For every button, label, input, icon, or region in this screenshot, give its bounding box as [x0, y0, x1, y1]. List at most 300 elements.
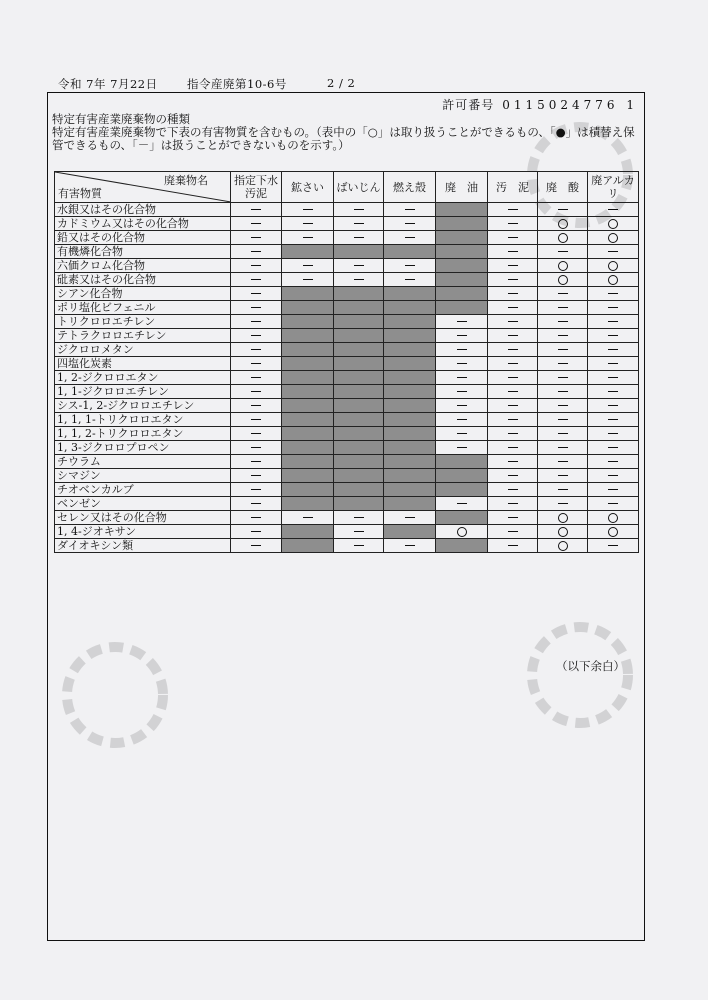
dash-icon	[608, 419, 618, 420]
dash-icon	[508, 503, 518, 504]
dash-icon	[558, 475, 568, 476]
not-applicable-cell	[334, 469, 384, 483]
column-header: 燃え殻	[384, 172, 436, 203]
dash-icon	[558, 447, 568, 448]
can-handle-cell	[588, 511, 639, 525]
substance-name: ポリ塩化ビフェニル	[55, 301, 231, 315]
dash-icon	[405, 545, 415, 546]
dash-icon	[608, 433, 618, 434]
dash-icon	[608, 251, 618, 252]
cannot-handle-cell	[488, 413, 538, 427]
substance-name: ダイオキシン類	[55, 539, 231, 553]
cannot-handle-cell	[588, 483, 639, 497]
substance-name: シス-1, 2-ジクロロエチレン	[55, 399, 231, 413]
dash-icon	[508, 405, 518, 406]
cannot-handle-cell	[588, 357, 639, 371]
dash-icon	[251, 489, 261, 490]
hazardous-substance-table	[54, 171, 639, 553]
cannot-handle-cell	[488, 441, 538, 455]
cannot-handle-cell	[231, 357, 282, 371]
table-row	[55, 217, 639, 231]
cannot-handle-cell	[538, 455, 588, 469]
substance-name: 六価クロム化合物	[55, 259, 231, 273]
dash-icon	[558, 363, 568, 364]
dash-icon	[457, 433, 467, 434]
not-applicable-cell	[384, 245, 436, 259]
dash-icon	[251, 461, 261, 462]
cannot-handle-cell	[282, 217, 334, 231]
circle-icon	[558, 275, 568, 285]
cannot-handle-cell	[588, 413, 639, 427]
cannot-handle-cell	[538, 483, 588, 497]
substance-name: 1, 1-ジクロロエチレン	[55, 385, 231, 399]
cannot-handle-cell	[488, 343, 538, 357]
cannot-handle-cell	[231, 371, 282, 385]
substance-name: ベンゼン	[55, 497, 231, 511]
cannot-handle-cell	[488, 357, 538, 371]
cannot-handle-cell	[436, 315, 488, 329]
not-applicable-cell	[334, 427, 384, 441]
cannot-handle-cell	[538, 203, 588, 217]
dash-icon	[457, 335, 467, 336]
dash-icon	[251, 209, 261, 210]
cannot-handle-cell	[436, 413, 488, 427]
circle-icon	[608, 275, 618, 285]
cannot-handle-cell	[538, 343, 588, 357]
dash-icon	[457, 405, 467, 406]
dash-icon	[508, 489, 518, 490]
dash-icon	[457, 377, 467, 378]
not-applicable-cell	[384, 413, 436, 427]
not-applicable-cell	[282, 245, 334, 259]
dash-icon	[457, 349, 467, 350]
cannot-handle-cell	[538, 371, 588, 385]
intro-body: 特定有害産業廃棄物で下表の有害物質を含むもの。（表中の「○」は取り扱うことができるもの、「●」は積替え保管できるもの、「－」は扱うことができないものを示す。）	[52, 125, 635, 152]
dash-icon	[608, 377, 618, 378]
not-applicable-cell	[334, 329, 384, 343]
cannot-handle-cell	[538, 469, 588, 483]
dash-icon	[303, 517, 313, 518]
table-row	[55, 399, 639, 413]
not-applicable-cell	[282, 329, 334, 343]
cannot-handle-cell	[588, 539, 639, 553]
cannot-handle-cell	[231, 455, 282, 469]
dash-icon	[251, 321, 261, 322]
cannot-handle-cell	[231, 245, 282, 259]
cannot-handle-cell	[282, 273, 334, 287]
dash-icon	[608, 545, 618, 546]
not-applicable-cell	[384, 483, 436, 497]
cannot-handle-cell	[588, 371, 639, 385]
cannot-handle-cell	[538, 441, 588, 455]
not-applicable-cell	[384, 525, 436, 539]
cannot-handle-cell	[282, 231, 334, 245]
dash-icon	[558, 433, 568, 434]
cannot-handle-cell	[488, 315, 538, 329]
dash-icon	[608, 475, 618, 476]
circle-icon	[608, 261, 618, 271]
can-handle-cell	[538, 273, 588, 287]
dash-icon	[251, 447, 261, 448]
cannot-handle-cell	[588, 497, 639, 511]
can-handle-cell	[436, 525, 488, 539]
table-row	[55, 245, 639, 259]
cannot-handle-cell	[588, 203, 639, 217]
cannot-handle-cell	[488, 469, 538, 483]
dash-icon	[508, 531, 518, 532]
dash-icon	[508, 307, 518, 308]
dash-icon	[251, 503, 261, 504]
dash-icon	[303, 279, 313, 280]
not-applicable-cell	[436, 469, 488, 483]
substance-name: 1, 3-ジクロロプロペン	[55, 441, 231, 455]
substance-name: 砒素又はその化合物	[55, 273, 231, 287]
dash-icon	[558, 209, 568, 210]
cannot-handle-cell	[488, 217, 538, 231]
cannot-handle-cell	[231, 287, 282, 301]
not-applicable-cell	[384, 427, 436, 441]
dash-icon	[251, 335, 261, 336]
dash-icon	[508, 279, 518, 280]
dash-icon	[457, 503, 467, 504]
table-row	[55, 455, 639, 469]
substance-name: 有機燐化合物	[55, 245, 231, 259]
dash-icon	[508, 293, 518, 294]
cannot-handle-cell	[231, 343, 282, 357]
substance-name: 四塩化炭素	[55, 357, 231, 371]
table-row	[55, 329, 639, 343]
dash-icon	[508, 545, 518, 546]
not-applicable-cell	[436, 203, 488, 217]
dash-icon	[354, 209, 364, 210]
table-row	[55, 413, 639, 427]
substance-name: セレン又はその化合物	[55, 511, 231, 525]
cannot-handle-cell	[436, 399, 488, 413]
cannot-handle-cell	[231, 259, 282, 273]
cannot-handle-cell	[334, 511, 384, 525]
column-header: 廃 油	[436, 172, 488, 203]
not-applicable-cell	[384, 371, 436, 385]
column-header: ばいじん	[334, 172, 384, 203]
circle-icon	[608, 527, 618, 537]
dash-icon	[405, 279, 415, 280]
cannot-handle-cell	[538, 399, 588, 413]
can-handle-cell	[588, 217, 639, 231]
not-applicable-cell	[282, 525, 334, 539]
cannot-handle-cell	[488, 497, 538, 511]
dash-icon	[405, 223, 415, 224]
circle-icon	[457, 527, 467, 537]
can-handle-cell	[538, 231, 588, 245]
not-applicable-cell	[384, 441, 436, 455]
cannot-handle-cell	[436, 497, 488, 511]
not-applicable-cell	[436, 455, 488, 469]
can-handle-cell	[588, 525, 639, 539]
not-applicable-cell	[384, 301, 436, 315]
cannot-handle-cell	[384, 273, 436, 287]
cannot-handle-cell	[488, 245, 538, 259]
cannot-handle-cell	[588, 287, 639, 301]
not-applicable-cell	[282, 385, 334, 399]
table-row	[55, 511, 639, 525]
cannot-handle-cell	[538, 427, 588, 441]
not-applicable-cell	[436, 539, 488, 553]
cannot-handle-cell	[488, 371, 538, 385]
dash-icon	[457, 391, 467, 392]
dash-icon	[251, 405, 261, 406]
document-number: 指令産廃第10-6号	[187, 77, 287, 91]
dash-icon	[558, 251, 568, 252]
substance-name: テトラクロロエチレン	[55, 329, 231, 343]
cannot-handle-cell	[538, 385, 588, 399]
circle-icon	[558, 219, 568, 229]
cannot-handle-cell	[588, 469, 639, 483]
dash-icon	[405, 237, 415, 238]
dash-icon	[508, 237, 518, 238]
not-applicable-cell	[436, 511, 488, 525]
cannot-handle-cell	[488, 525, 538, 539]
table-row	[55, 273, 639, 287]
cannot-handle-cell	[231, 217, 282, 231]
cannot-handle-cell	[384, 539, 436, 553]
cannot-handle-cell	[588, 441, 639, 455]
table-row	[55, 539, 639, 553]
cannot-handle-cell	[538, 245, 588, 259]
dash-icon	[354, 545, 364, 546]
not-applicable-cell	[334, 245, 384, 259]
substance-name: トリクロロエチレン	[55, 315, 231, 329]
dash-icon	[608, 363, 618, 364]
cannot-handle-cell	[384, 259, 436, 273]
table-row	[55, 259, 639, 273]
table-row	[55, 343, 639, 357]
dash-icon	[251, 377, 261, 378]
cannot-handle-cell	[538, 301, 588, 315]
cannot-handle-cell	[282, 511, 334, 525]
dash-icon	[457, 447, 467, 448]
cannot-handle-cell	[282, 203, 334, 217]
dash-icon	[508, 321, 518, 322]
cannot-handle-cell	[588, 343, 639, 357]
table-row	[55, 469, 639, 483]
dash-icon	[558, 377, 568, 378]
not-applicable-cell	[334, 413, 384, 427]
table-row	[55, 357, 639, 371]
cannot-handle-cell	[488, 455, 538, 469]
column-header: 廃 酸	[538, 172, 588, 203]
cannot-handle-cell	[488, 273, 538, 287]
dash-icon	[608, 447, 618, 448]
cannot-handle-cell	[588, 329, 639, 343]
not-applicable-cell	[384, 455, 436, 469]
not-applicable-cell	[282, 315, 334, 329]
not-applicable-cell	[282, 399, 334, 413]
dash-icon	[558, 321, 568, 322]
not-applicable-cell	[384, 497, 436, 511]
not-applicable-cell	[334, 287, 384, 301]
not-applicable-cell	[282, 371, 334, 385]
substance-name: 水銀又はその化合物	[55, 203, 231, 217]
remainder-note: （以下余白）	[556, 659, 625, 673]
cannot-handle-cell	[436, 441, 488, 455]
cannot-handle-cell	[231, 231, 282, 245]
cannot-handle-cell	[488, 385, 538, 399]
dash-icon	[303, 237, 313, 238]
cannot-handle-cell	[436, 357, 488, 371]
permit-label: 許可番号	[442, 98, 495, 112]
cannot-handle-cell	[231, 329, 282, 343]
cannot-handle-cell	[488, 399, 538, 413]
dash-icon	[608, 321, 618, 322]
not-applicable-cell	[282, 497, 334, 511]
cannot-handle-cell	[488, 259, 538, 273]
table-row	[55, 301, 639, 315]
can-handle-cell	[538, 539, 588, 553]
not-applicable-cell	[282, 441, 334, 455]
corner-bottom-label: 有害物質	[58, 187, 102, 200]
cannot-handle-cell	[231, 315, 282, 329]
dash-icon	[508, 349, 518, 350]
not-applicable-cell	[282, 427, 334, 441]
not-applicable-cell	[334, 455, 384, 469]
corner-top-label: 廃棄物名	[164, 174, 208, 187]
can-handle-cell	[538, 525, 588, 539]
not-applicable-cell	[436, 245, 488, 259]
cannot-handle-cell	[538, 329, 588, 343]
not-applicable-cell	[384, 329, 436, 343]
dash-icon	[508, 447, 518, 448]
table-row	[55, 441, 639, 455]
dash-icon	[354, 517, 364, 518]
dash-icon	[251, 251, 261, 252]
table-row	[55, 385, 639, 399]
intro-title: 特定有害産業廃棄物の種類	[52, 112, 190, 126]
issue-date: 令和 7年 7月22日	[58, 77, 158, 91]
dash-icon	[354, 237, 364, 238]
not-applicable-cell	[436, 259, 488, 273]
dash-icon	[508, 265, 518, 266]
not-applicable-cell	[334, 357, 384, 371]
cannot-handle-cell	[334, 525, 384, 539]
dash-icon	[251, 475, 261, 476]
not-applicable-cell	[334, 497, 384, 511]
dash-icon	[558, 335, 568, 336]
dash-icon	[608, 307, 618, 308]
cannot-handle-cell	[588, 385, 639, 399]
circle-icon	[558, 513, 568, 523]
cannot-handle-cell	[334, 231, 384, 245]
not-applicable-cell	[436, 287, 488, 301]
cannot-handle-cell	[231, 399, 282, 413]
cannot-handle-cell	[231, 427, 282, 441]
dash-icon	[508, 363, 518, 364]
cannot-handle-cell	[436, 371, 488, 385]
dash-icon	[251, 419, 261, 420]
dash-icon	[558, 307, 568, 308]
column-header: 鉱さい	[282, 172, 334, 203]
dash-icon	[558, 419, 568, 420]
circle-icon	[608, 513, 618, 523]
not-applicable-cell	[334, 301, 384, 315]
dash-icon	[508, 461, 518, 462]
dash-icon	[251, 349, 261, 350]
not-applicable-cell	[436, 301, 488, 315]
dash-icon	[608, 349, 618, 350]
not-applicable-cell	[436, 217, 488, 231]
dash-icon	[251, 223, 261, 224]
not-applicable-cell	[282, 343, 334, 357]
dash-icon	[508, 209, 518, 210]
substance-name: 1, 4-ジオキサン	[55, 525, 231, 539]
substance-name: 1, 1, 1-トリクロロエタン	[55, 413, 231, 427]
cannot-handle-cell	[384, 511, 436, 525]
not-applicable-cell	[334, 399, 384, 413]
can-handle-cell	[538, 259, 588, 273]
dash-icon	[251, 545, 261, 546]
dash-icon	[508, 433, 518, 434]
dash-icon	[608, 391, 618, 392]
not-applicable-cell	[334, 385, 384, 399]
can-handle-cell	[588, 273, 639, 287]
cannot-handle-cell	[436, 343, 488, 357]
cannot-handle-cell	[488, 301, 538, 315]
dash-icon	[608, 209, 618, 210]
dash-icon	[457, 363, 467, 364]
cannot-handle-cell	[588, 315, 639, 329]
cannot-handle-cell	[231, 273, 282, 287]
page-number: 2 / 2	[327, 76, 356, 90]
permit-number	[442, 96, 638, 113]
dash-icon	[508, 419, 518, 420]
circle-icon	[558, 541, 568, 551]
cannot-handle-cell	[231, 413, 282, 427]
cannot-handle-cell	[488, 287, 538, 301]
not-applicable-cell	[282, 539, 334, 553]
cannot-handle-cell	[334, 273, 384, 287]
substance-name: 鉛又はその化合物	[55, 231, 231, 245]
dash-icon	[508, 475, 518, 476]
intro-text	[52, 113, 642, 152]
can-handle-cell	[538, 217, 588, 231]
dash-icon	[608, 335, 618, 336]
cannot-handle-cell	[488, 231, 538, 245]
not-applicable-cell	[384, 357, 436, 371]
not-applicable-cell	[282, 413, 334, 427]
cannot-handle-cell	[334, 259, 384, 273]
cannot-handle-cell	[231, 511, 282, 525]
dash-icon	[405, 517, 415, 518]
cannot-handle-cell	[436, 385, 488, 399]
not-applicable-cell	[334, 343, 384, 357]
cannot-handle-cell	[384, 203, 436, 217]
circle-icon	[608, 233, 618, 243]
dash-icon	[508, 223, 518, 224]
circle-icon	[558, 527, 568, 537]
document-frame	[47, 92, 645, 941]
dash-icon	[354, 223, 364, 224]
not-applicable-cell	[334, 441, 384, 455]
dash-icon	[405, 265, 415, 266]
cannot-handle-cell	[488, 539, 538, 553]
cannot-handle-cell	[538, 413, 588, 427]
not-applicable-cell	[282, 301, 334, 315]
not-applicable-cell	[384, 315, 436, 329]
cannot-handle-cell	[538, 315, 588, 329]
cannot-handle-cell	[231, 301, 282, 315]
dash-icon	[608, 293, 618, 294]
table-header-row	[55, 172, 639, 203]
dash-icon	[508, 391, 518, 392]
